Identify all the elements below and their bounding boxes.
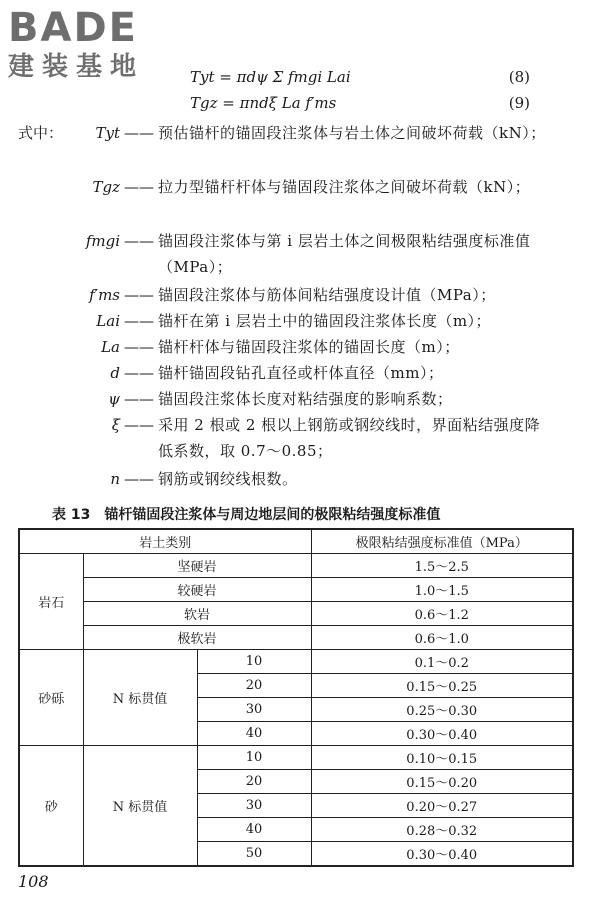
definition-symbol: ξ bbox=[111, 416, 120, 434]
strength-value: 0.15～0.20 bbox=[311, 770, 573, 794]
strength-value: 0.6～1.2 bbox=[311, 602, 573, 626]
formula-number: (8) bbox=[508, 68, 530, 86]
n-value: 10 bbox=[197, 746, 311, 770]
definition-item: Lai —— 锚杆在第 i 层岩土中的锚固段注浆体长度（m）； bbox=[30, 308, 558, 334]
n-value-label: N 标贯值 bbox=[83, 650, 197, 746]
table-row bbox=[19, 578, 573, 602]
n-value: 50 bbox=[197, 842, 311, 867]
table-caption: 表 13 锚杆锚固段注浆体与周边地层间的极限粘结强度标准值 bbox=[52, 507, 441, 523]
table-row bbox=[19, 602, 573, 626]
bond-strength-table bbox=[18, 528, 574, 867]
n-value: 20 bbox=[197, 674, 311, 698]
definition-symbol: d bbox=[110, 364, 120, 382]
header-soil-type: 岩土类别 bbox=[19, 529, 311, 554]
rock-type: 软岩 bbox=[83, 602, 311, 626]
n-value: 30 bbox=[197, 698, 311, 722]
definition-text: 锚杆杆体与锚固段注浆体的锚固长度（m）； bbox=[158, 338, 460, 356]
definition-symbol: Tgz bbox=[92, 178, 120, 196]
definition-text: 锚杆锚固段钻孔直径或杆体直径（mm）； bbox=[158, 364, 444, 382]
formula-number: (9) bbox=[508, 94, 530, 112]
table-row bbox=[19, 554, 573, 578]
definition-item: n —— 钢筋或钢绞线根数。 bbox=[30, 466, 558, 492]
definition-text: 锚固段注浆体长度对粘结强度的影响系数； bbox=[158, 390, 453, 408]
definition-item: f′ms —— 锚固段注浆体与筋体间粘结强度设计值（MPa）； bbox=[30, 282, 558, 308]
rock-type: 较硬岩 bbox=[83, 578, 311, 602]
formula-9 bbox=[190, 94, 530, 118]
definition-item: d —— 锚杆锚固段钻孔直径或杆体直径（mm）； bbox=[30, 360, 558, 386]
definition-item: ψ —— 锚固段注浆体长度对粘结强度的影响系数； bbox=[30, 386, 558, 412]
definition-text: 锚固段注浆体与第 i 层岩土体之间极限粘结强度标准值（MPa）； bbox=[158, 232, 531, 276]
definition-symbol: fmgi bbox=[85, 232, 120, 250]
definition-symbol: Lai bbox=[96, 312, 120, 330]
n-value-label: N 标贯值 bbox=[83, 746, 197, 867]
table-row bbox=[19, 746, 573, 770]
definition-symbol: n bbox=[110, 470, 120, 488]
logo-wordmark: BADE bbox=[8, 5, 138, 51]
n-value: 40 bbox=[197, 722, 311, 746]
page-number: 108 bbox=[18, 872, 49, 891]
header-strength-value: 极限粘结强度标准值（MPa） bbox=[311, 529, 573, 554]
definition-item: fmgi —— 锚固段注浆体与第 i 层岩土体之间极限粘结强度标准值（MPa）； bbox=[30, 228, 558, 280]
n-value: 40 bbox=[197, 818, 311, 842]
group-label-sand: 砂 bbox=[19, 746, 83, 867]
rock-type: 坚硬岩 bbox=[83, 554, 311, 578]
definition-text: 采用 2 根或 2 根以上钢筋或钢绞线时，界面粘结强度降低系数，取 0.7～0.85； bbox=[158, 416, 541, 460]
definition-text: 锚杆在第 i 层岩土中的锚固段注浆体长度（m）； bbox=[158, 312, 492, 330]
strength-value: 0.28～0.32 bbox=[311, 818, 573, 842]
table-row bbox=[19, 626, 573, 650]
strength-value: 0.25～0.30 bbox=[311, 698, 573, 722]
definition-item: ξ —— 采用 2 根或 2 根以上钢筋或钢绞线时，界面粘结强度降低系数，取 0.7～0.85； bbox=[30, 412, 558, 464]
group-label-rock: 岩石 bbox=[19, 554, 83, 650]
brand-logo bbox=[8, 6, 178, 84]
formula-8 bbox=[190, 68, 530, 92]
strength-value: 1.5～2.5 bbox=[311, 554, 573, 578]
strength-value: 0.30～0.40 bbox=[311, 722, 573, 746]
definition-symbol: ψ bbox=[108, 390, 120, 408]
formula-expression: Tgz = πndξ La f′ms bbox=[190, 94, 337, 112]
group-label-gravel: 砂砾 bbox=[19, 650, 83, 746]
rock-type: 极软岩 bbox=[83, 626, 311, 650]
definition-symbol: f′ms bbox=[89, 286, 120, 304]
definition-item: Tyt —— 预估锚杆的锚固段注浆体与岩土体之间破坏荷载（kN）； bbox=[30, 120, 558, 146]
strength-value: 0.15～0.25 bbox=[311, 674, 573, 698]
definition-text: 拉力型锚杆杆体与锚固段注浆体之间破坏荷载（kN）； bbox=[158, 178, 531, 196]
strength-value: 0.20～0.27 bbox=[311, 794, 573, 818]
definition-text: 预估锚杆的锚固段注浆体与岩土体之间破坏荷载（kN）； bbox=[158, 124, 546, 142]
table-row bbox=[19, 650, 573, 674]
strength-value: 1.0～1.5 bbox=[311, 578, 573, 602]
legend-prefix: 式中： bbox=[18, 124, 64, 142]
definition-item: Tgz —— 拉力型锚杆杆体与锚固段注浆体之间破坏荷载（kN）； bbox=[30, 174, 558, 200]
n-value: 10 bbox=[197, 650, 311, 674]
definition-text: 锚固段注浆体与筋体间粘结强度设计值（MPa）； bbox=[158, 286, 496, 304]
definition-symbol: Tyt bbox=[95, 124, 120, 142]
strength-value: 0.30～0.40 bbox=[311, 842, 573, 867]
formula-expression: Tyt = πdψ Σ fmgi Lai bbox=[190, 68, 351, 86]
table-header-row bbox=[19, 529, 573, 554]
n-value: 30 bbox=[197, 794, 311, 818]
n-value: 20 bbox=[197, 770, 311, 794]
strength-value: 0.6～1.0 bbox=[311, 626, 573, 650]
definition-text: 钢筋或钢绞线根数。 bbox=[158, 470, 298, 488]
logo-subtitle: 建装基地 bbox=[8, 52, 145, 82]
strength-value: 0.1～0.2 bbox=[311, 650, 573, 674]
definition-item: La —— 锚杆杆体与锚固段注浆体的锚固长度（m）； bbox=[30, 334, 558, 360]
strength-value: 0.10～0.15 bbox=[311, 746, 573, 770]
definition-symbol: La bbox=[101, 338, 120, 356]
